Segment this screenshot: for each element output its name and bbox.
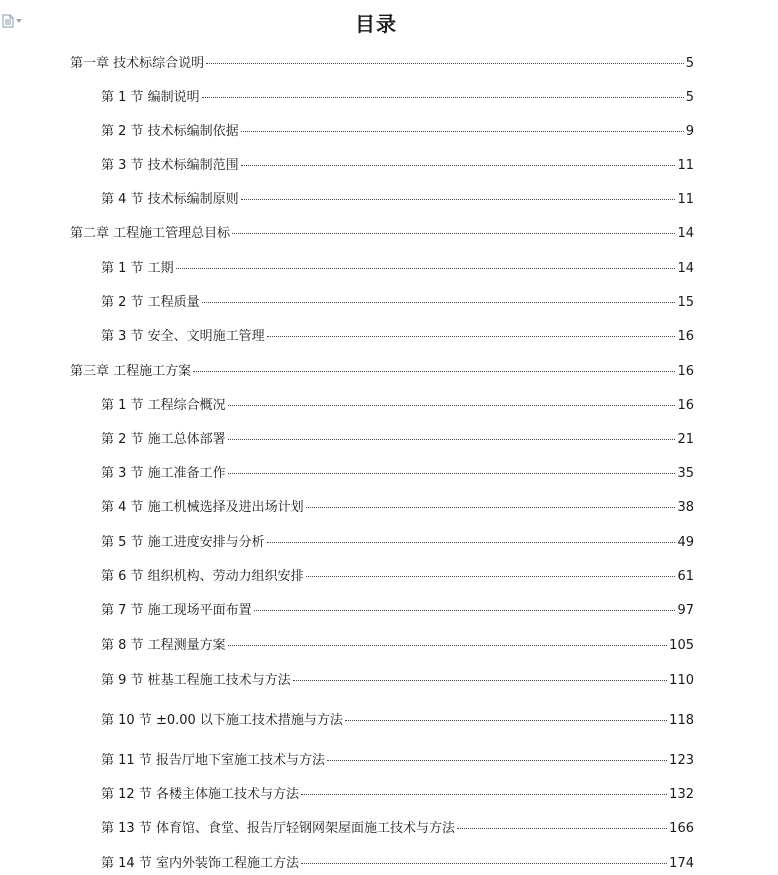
toc-page-number: 5	[685, 56, 694, 71]
toc-entry-label: 第 3 节 施工准备工作	[101, 466, 226, 481]
toc-section-entry[interactable]	[101, 90, 694, 106]
toc-leader-dots	[457, 828, 667, 829]
toc-page-number: 14	[677, 226, 694, 241]
toc-section-entry[interactable]	[101, 329, 694, 345]
toc-leader-dots	[267, 336, 676, 337]
toc-entry-label: 第 2 节 技术标编制依据	[101, 124, 239, 139]
toc-entry-label: 第 13 节 体育馆、食堂、报告厅轻钢网架屋面施工技术与方法	[101, 821, 455, 836]
toc-entry-label: 第一章 技术标综合说明	[70, 56, 205, 71]
toc-page-number: 35	[677, 466, 694, 481]
toc-page-number: 16	[677, 364, 694, 379]
toc-entry-label: 第 1 节 工程综合概况	[101, 398, 226, 413]
toc-section-entry[interactable]	[101, 787, 694, 803]
toc-page-number: 49	[677, 535, 694, 550]
toc-page-number: 5	[685, 90, 694, 105]
toc-entry-label: 第 2 节 工程质量	[101, 295, 200, 310]
toc-page-number: 174	[669, 856, 694, 871]
toc-entry-label: 第 10 节 ±0.00 以下施工技术措施与方法	[101, 713, 343, 728]
toc-entry-label: 第 6 节 组织机构、劳动力组织安排	[101, 569, 304, 584]
toc-leader-dots	[241, 165, 676, 166]
toc-section-entry[interactable]	[101, 673, 694, 689]
toc-page-number: 105	[669, 638, 694, 653]
toc-leader-dots	[293, 680, 668, 681]
toc-entry-label: 第 7 节 施工现场平面布置	[101, 603, 252, 618]
toc-leader-dots	[206, 63, 684, 64]
toc-page-number: 21	[677, 432, 694, 447]
toc-leader-dots	[327, 760, 667, 761]
toc-section-entry[interactable]	[101, 398, 694, 414]
toc-leader-dots	[241, 131, 684, 132]
toc-section-entry[interactable]	[101, 856, 694, 872]
toc-page-number: 11	[677, 158, 694, 173]
toc-page-number: 97	[677, 603, 694, 618]
toc-leader-dots	[267, 542, 676, 543]
toc-leader-dots	[241, 199, 676, 200]
toc-leader-dots	[228, 405, 676, 406]
toc-entry-label: 第 5 节 施工进度安排与分析	[101, 535, 265, 550]
toc-page-number: 110	[669, 673, 694, 688]
toc-leader-dots	[176, 268, 676, 269]
toc-page-number: 14	[677, 261, 694, 276]
toc-leader-dots	[228, 473, 676, 474]
toc-section-entry[interactable]	[101, 432, 694, 448]
toc-leader-dots	[202, 97, 684, 98]
toc-section-entry[interactable]	[101, 500, 694, 516]
toc-section-entry[interactable]	[101, 569, 694, 585]
toc-entry-label: 第 4 节 施工机械选择及进出场计划	[101, 500, 304, 515]
toc-entry-label: 第 3 节 安全、文明施工管理	[101, 329, 265, 344]
toc-chapter-entry[interactable]	[70, 56, 694, 72]
toc-entry-label: 第 1 节 工期	[101, 261, 174, 276]
toc-leader-dots	[301, 794, 667, 795]
toc-leader-dots	[306, 576, 676, 577]
toc-section-entry[interactable]	[101, 753, 694, 769]
toc-leader-dots	[228, 645, 668, 646]
toc-section-entry[interactable]	[101, 124, 694, 140]
toc-leader-dots	[345, 720, 667, 721]
toc-page-number: 132	[669, 787, 694, 802]
toc-leader-dots	[228, 439, 676, 440]
toc-leader-dots	[306, 507, 676, 508]
toc-entry-label: 第 1 节 编制说明	[101, 90, 200, 105]
toc-section-entry[interactable]	[101, 821, 694, 837]
toc-page-number: 9	[685, 124, 694, 139]
toc-section-entry[interactable]	[101, 192, 694, 208]
toc-section-entry[interactable]	[101, 261, 694, 277]
toc-section-entry[interactable]	[101, 638, 694, 654]
toc-entry-label: 第 12 节 各楼主体施工技术与方法	[101, 787, 299, 802]
toc-page-number: 16	[677, 329, 694, 344]
toc-page-number: 61	[677, 569, 694, 584]
toc-entry-label: 第三章 工程施工方案	[70, 364, 192, 379]
toc-page-number: 38	[677, 500, 694, 515]
toc-entry-label: 第二章 工程施工管理总目标	[70, 226, 231, 241]
toc-entry-label: 第 14 节 室内外装饰工程施工方法	[101, 856, 299, 871]
toc-leader-dots	[193, 371, 675, 372]
toc-section-entry[interactable]	[101, 466, 694, 482]
toc-section-entry[interactable]	[101, 158, 694, 174]
toc-entry-label: 第 2 节 施工总体部署	[101, 432, 226, 447]
toc-leader-dots	[232, 233, 675, 234]
toc-section-entry[interactable]	[101, 535, 694, 551]
toc-entry-label: 第 8 节 工程测量方案	[101, 638, 226, 653]
toc-leader-dots	[254, 610, 676, 611]
toc-chapter-entry[interactable]	[70, 364, 694, 380]
toc-page-number: 123	[669, 753, 694, 768]
toc-page-number: 11	[677, 192, 694, 207]
toc-entry-label: 第 9 节 桩基工程施工技术与方法	[101, 673, 291, 688]
toc-leader-dots	[301, 863, 667, 864]
toc-chapter-entry[interactable]	[70, 226, 694, 242]
toc-page-number: 15	[677, 295, 694, 310]
toc-entry-label: 第 3 节 技术标编制范围	[101, 158, 239, 173]
toc-section-entry[interactable]	[101, 295, 694, 311]
toc-page-number: 166	[669, 821, 694, 836]
toc-section-entry[interactable]	[101, 713, 694, 729]
toc-page-number: 16	[677, 398, 694, 413]
toc-page-number: 118	[669, 713, 694, 728]
toc-entry-label: 第 11 节 报告厅地下室施工技术与方法	[101, 753, 325, 768]
page-title: 目录	[355, 12, 397, 36]
toc-entry-label: 第 4 节 技术标编制原则	[101, 192, 239, 207]
toc-leader-dots	[202, 302, 676, 303]
toc-section-entry[interactable]	[101, 603, 694, 619]
